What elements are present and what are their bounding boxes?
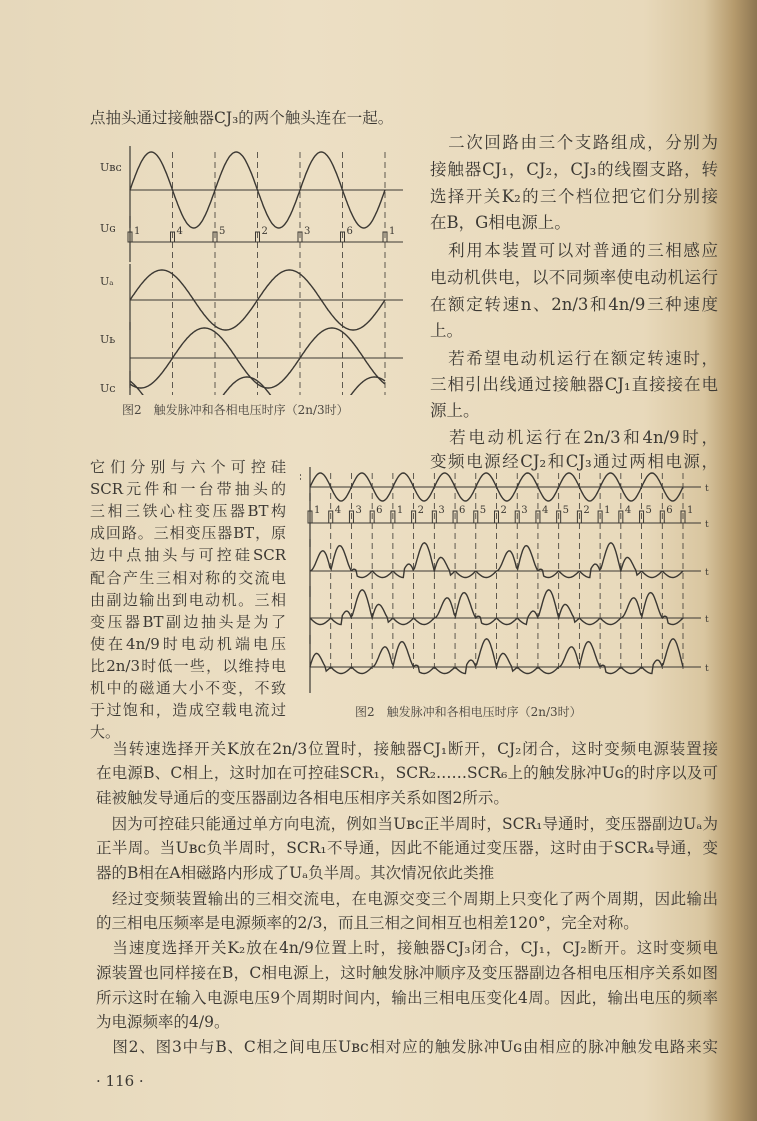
pulse-label: 1	[134, 226, 141, 237]
pulse-label: 1	[604, 505, 611, 516]
right-column-line: 电动机供电，以不同频率使电动机运行	[430, 268, 718, 287]
pulse-label: 4	[176, 226, 183, 237]
right-column-line: 选择开关K₂的三个档位把它们分别接	[430, 187, 718, 206]
pulse-label: 2	[500, 505, 507, 516]
right-column-line: 三相引出线通过接触器CJ₁直接接在电	[430, 375, 718, 394]
paragraph-line: 所示这时在输入电源电压9个周期时间内，输出三相电压变化4周。因此，输出电压的频率	[96, 989, 718, 1007]
page-number: · 116 ·	[96, 1072, 144, 1090]
left-column-line: SCR元件和一台带抽头的	[90, 480, 286, 499]
left-column-line: 由副边输出到电动机。三相	[90, 590, 286, 609]
left-column-line: 配合产生三相对称的交流电	[90, 568, 286, 587]
axis-label-4: Uᴄ	[100, 382, 116, 395]
axis-label-2: Uₐ	[100, 275, 114, 288]
right-column-line: 变频电源经CJ₂和CJ₃通过两相电源，	[430, 452, 718, 471]
paragraph-line: 当转速选择开关K放在2n/3位置时，接触器CJ₁断开，CJ₂闭合，这时变频电源装置接	[96, 740, 718, 758]
paragraph-line: 硅被触发导通后的变压器副边各相电压相序关系如图2所示。	[96, 789, 509, 807]
left-column-line: 比2n/3时低一些，以维持电	[90, 656, 286, 675]
pulse-label: 3	[438, 505, 445, 516]
right-column-line: 二次回路由三个支路组成，分别为	[430, 133, 718, 152]
pulse-label: 5	[219, 226, 226, 237]
paragraph-line: 图2、图3中与B、C相之间电压Uʙᴄ相对应的触发脉冲Uɢ由相应的脉冲触发电路来实	[96, 1038, 718, 1056]
left-column-line: 于过饱和，造成空载电流过	[90, 701, 286, 720]
paragraph-line: 源装置也同样接在B，C相电源上，这时触发脉冲顺序及变压器副边各相电压相序关系如图	[96, 964, 718, 982]
right-column-line: 上。	[430, 321, 463, 340]
right-column-line: 源上。	[430, 401, 480, 420]
axis-label-0: Uʙᴄ	[100, 161, 122, 174]
left-column-line: 大。	[90, 723, 121, 742]
left-column-line: 边中点抽头与可控硅SCR	[90, 546, 286, 565]
figure-2-timing-diagram	[300, 465, 720, 695]
pulse-label: 1	[389, 226, 396, 237]
figure-1-caption: 图2 触发脉冲和各相电压时序（2n/3时）	[122, 403, 349, 417]
t-label: t	[705, 484, 709, 494]
pulse-label: 4	[334, 505, 342, 516]
axis-label-0	[300, 470, 302, 483]
pulse-label: 2	[261, 226, 268, 237]
t-label: t	[705, 520, 709, 530]
right-column-line: 在B，G相电源上。	[430, 213, 571, 232]
pulse-label: 1	[687, 505, 694, 516]
left-column-line: 使在4n/9时电动机端电压	[90, 634, 286, 653]
axis-label-3: Uь	[100, 333, 116, 346]
pulse-label: 6	[376, 505, 383, 516]
t-label: t	[705, 615, 709, 625]
t-label: t	[705, 664, 709, 674]
pulse-label: 5	[645, 505, 652, 516]
left-column-line: 它们分别与六个可控硅	[90, 458, 286, 476]
pulse-label: 3	[304, 226, 311, 237]
t-label: t	[705, 568, 709, 578]
paragraph-line: 当速度选择开关K₂放在4n/9位置上时，接触器CJ₃闭合，CJ₁，CJ₂断开。这时变频电	[96, 939, 718, 957]
pulse-label: 6	[346, 226, 353, 237]
left-column-line: 成回路。三相变压器BT，原	[90, 524, 286, 543]
pulse-label: 4	[624, 505, 632, 516]
pulse-label: 3	[521, 505, 528, 516]
left-column-line: 变压器BT副边抽头是为了	[90, 612, 286, 631]
left-column-line: 机中的磁通大小不变，不致	[90, 679, 286, 697]
pulse-label: 5	[479, 505, 487, 516]
paragraph-line: 器的B相在A相磁路内形成了Uₐ负半周。其次情况依此类推	[96, 864, 495, 882]
paragraph-line: 经过变频装置输出的三相交流电，在电源交变三个周期上只变化了两个周期，因此输出	[96, 890, 718, 908]
pulse-label: 5	[562, 505, 570, 516]
paragraph-line: 正半周。当Uʙᴄ负半周时，SCR₁不导通，因此不能通过变压器，这时由于SCR₄导通，变	[96, 839, 718, 857]
pulse-label: 1	[314, 505, 321, 516]
paragraph-line: 在电源B、C相上，这时加在可控硅SCR₁，SCR₂……SCR₆上的触发脉冲Uɢ的时序以及可	[96, 764, 718, 782]
left-column-line: 三相三铁心柱变压器BT构	[90, 502, 286, 521]
figure-1-timing-diagram	[95, 130, 405, 395]
pulse-label: 3	[355, 505, 362, 516]
right-column-line: 若希望电动机运行在额定转速时，	[430, 349, 718, 368]
right-column-line: 若电动机运行在2n/3和4n/9时，	[430, 428, 718, 447]
paragraph-line: 因为可控硅只能通过单方向电流，例如当Uʙᴄ正半周时，SCR₁导通时，变压器副边Uₐ为	[96, 815, 718, 833]
pulse-label: 4	[541, 505, 549, 516]
paragraph-line: 为电源频率的4/9。	[96, 1013, 230, 1031]
paragraph-line: 的三相电压频率是电源频率的2/3，而且三相之间相互也相差120°，完全对称。	[96, 914, 639, 932]
figure-2-caption: 图2 触发脉冲和各相电压时序（2n/3时）	[355, 705, 582, 719]
top-line: 点抽头通过接触器CJ₃的两个触头连在一起。	[90, 109, 394, 127]
pulse-label: 1	[396, 505, 404, 516]
axis-label-1: Uɢ	[100, 222, 116, 235]
right-column-line: 在额定转速n、2n/3和4n/9三种速度	[430, 295, 718, 314]
right-column-line: 利用本装置可以对普通的三相感应	[430, 241, 718, 260]
pulse-label: 2	[417, 505, 424, 516]
pulse-label: 6	[459, 505, 466, 516]
right-column-line: 接触器CJ₁，CJ₂，CJ₃的线圈支路，转	[430, 160, 718, 179]
pulse-label: 6	[666, 505, 673, 516]
pulse-label: 2	[583, 505, 590, 516]
